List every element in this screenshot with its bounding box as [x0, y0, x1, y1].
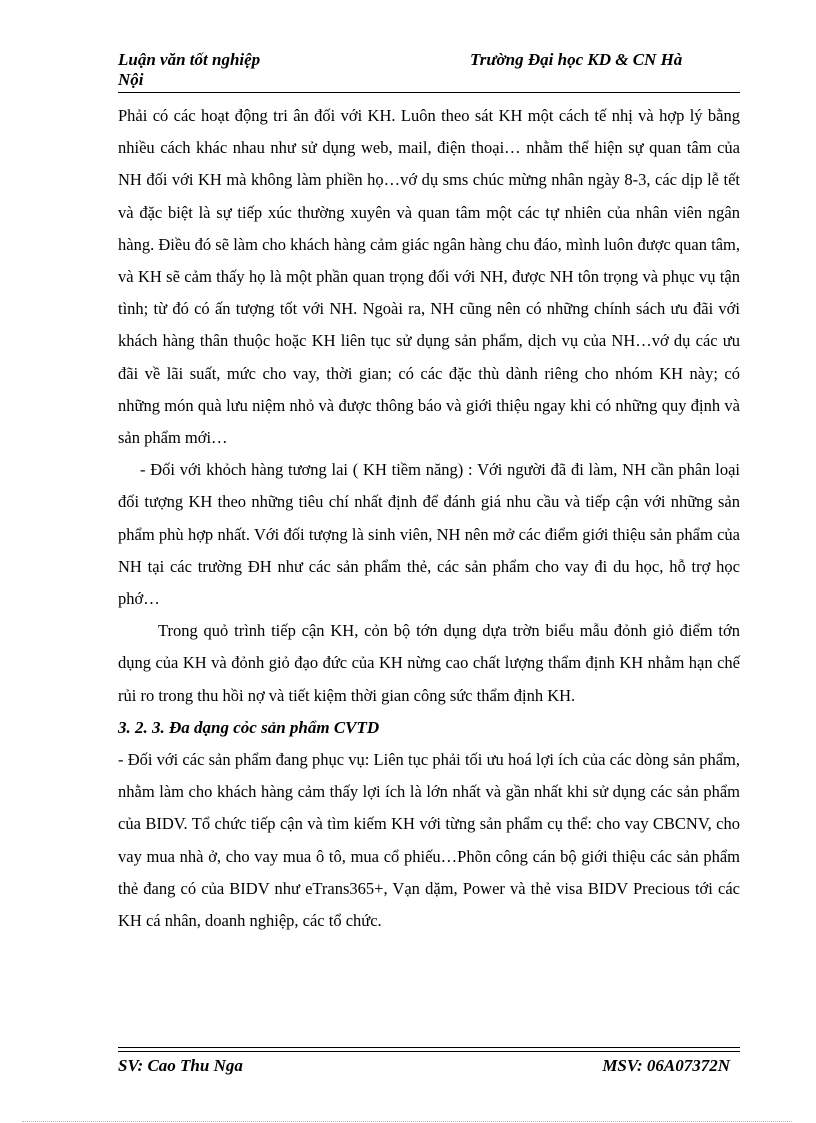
header-left [118, 50, 478, 90]
footer-student-name: SV: Cao Thu Nga [118, 1056, 243, 1075]
page-footer [118, 1054, 740, 1078]
header-thesis-title-line2: Nội [118, 70, 144, 89]
footer-student-id: MSV: 06A07372N [602, 1056, 730, 1075]
footer-divider-thin [118, 1051, 740, 1052]
page-bottom-border [22, 1121, 792, 1122]
paragraph-customer-appreciation: Phải có các hoạt động tri ân đối với KH. Luôn theo sát KH một cách tế nhị và hợp lý bằng nhiều cách khác nhau như sử dụng web, mail, điện thoại… nhằm thể hiện sự quan tâm của NH đối với KH mà không làm phiền họ…vớ dụ sms chúc mừng nhân ngày 8-3, các dịp lễ tết và đặc biệt là sự tiếp xúc thường xuyên và quan tâm một các tự nhiên của nhân viên ngân hàng. Điều đó sẽ làm cho khách hàng cảm giác ngân hàng chu đáo, mình luôn được quan tâm, và KH sẽ cảm thấy họ là một phần quan trọng đối với NH, được NH tôn trọng và phục vụ tận tình; từ đó có ấn tượng tốt với NH. Ngoài ra, NH cũng nên có những chính sách ưu đãi với khách hàng thân thuộc hoặc KH liên tục sử dụng sản phẩm, dịch vụ của NH…vớ dụ các ưu đãi về lãi suất, mức cho vay, thời gian; có các đặc thù dành riêng cho nhóm KH này; có những món quà lưu niệm nhỏ và được thông báo và giới thiệu ngay khi có những quy định và sản phẩm mới… [118, 106, 740, 448]
page-header [118, 50, 740, 94]
header-divider [118, 92, 740, 93]
paragraph-credit-assessment: Trong quỏ trình tiếp cận KH, cỏn bộ tớn dụng dựa trờn biểu mẫu đỏnh giỏ điểm tớn dụng của KH và đỏnh giỏ đạo đức của KH nừng cao chất lượng thẩm định KH nhằm hạn chế rủi ro trong thu hồi nợ và tiết kiệm thời gian công sức thẩm định KH. [118, 621, 740, 705]
page-body [118, 100, 740, 937]
footer-divider [118, 1047, 740, 1048]
paragraph-product-diversification: - Đối với các sản phẩm đang phục vụ: Liên tục phải tối ưu hoá lợi ích của các dòng sản phẩm, nhằm làm cho khách hàng cảm thấy lợi ích là lớn nhất và gần nhất khi sử dụng các sản phẩm của BIDV. Tổ chức tiếp cận và tìm kiếm KH với từng sản phẩm cụ thể: cho vay CBCNV, cho vay mua nhà ở, cho vay mua ô tô, mua cổ phiếu…Phõn công cán bộ giới thiệu các sản phẩm thẻ đang có của BIDV như eTrans365+, Vạn dặm, Power và thẻ visa BIDV Precious tới các KH cá nhân, doanh nghiệp, các tổ chức. [118, 750, 740, 931]
paragraph-future-customers: - Đối với khỏch hàng tương lai ( KH tiềm năng) : Với người đã đi làm, NH cần phân loại đối tượng KH theo những tiêu chí nhất định để đánh giá nhu cầu và tiếp cận với những sản phẩm phù hợp nhất. Với đối tượng là sinh viên, NH nên mở các điểm giới thiệu sản phẩm của NH tại các trường ĐH như các sản phẩm thẻ, các sản phẩm cho vay đi du học, hỗ trợ học phớ… [118, 460, 740, 609]
section-heading: 3. 2. 3. Đa dạng cỏc sản phẩm CVTD [118, 717, 380, 737]
header-thesis-title: Luận văn tốt nghiệp [118, 50, 261, 69]
header-university: Trường Đại học KD & CN Hà [470, 50, 683, 69]
